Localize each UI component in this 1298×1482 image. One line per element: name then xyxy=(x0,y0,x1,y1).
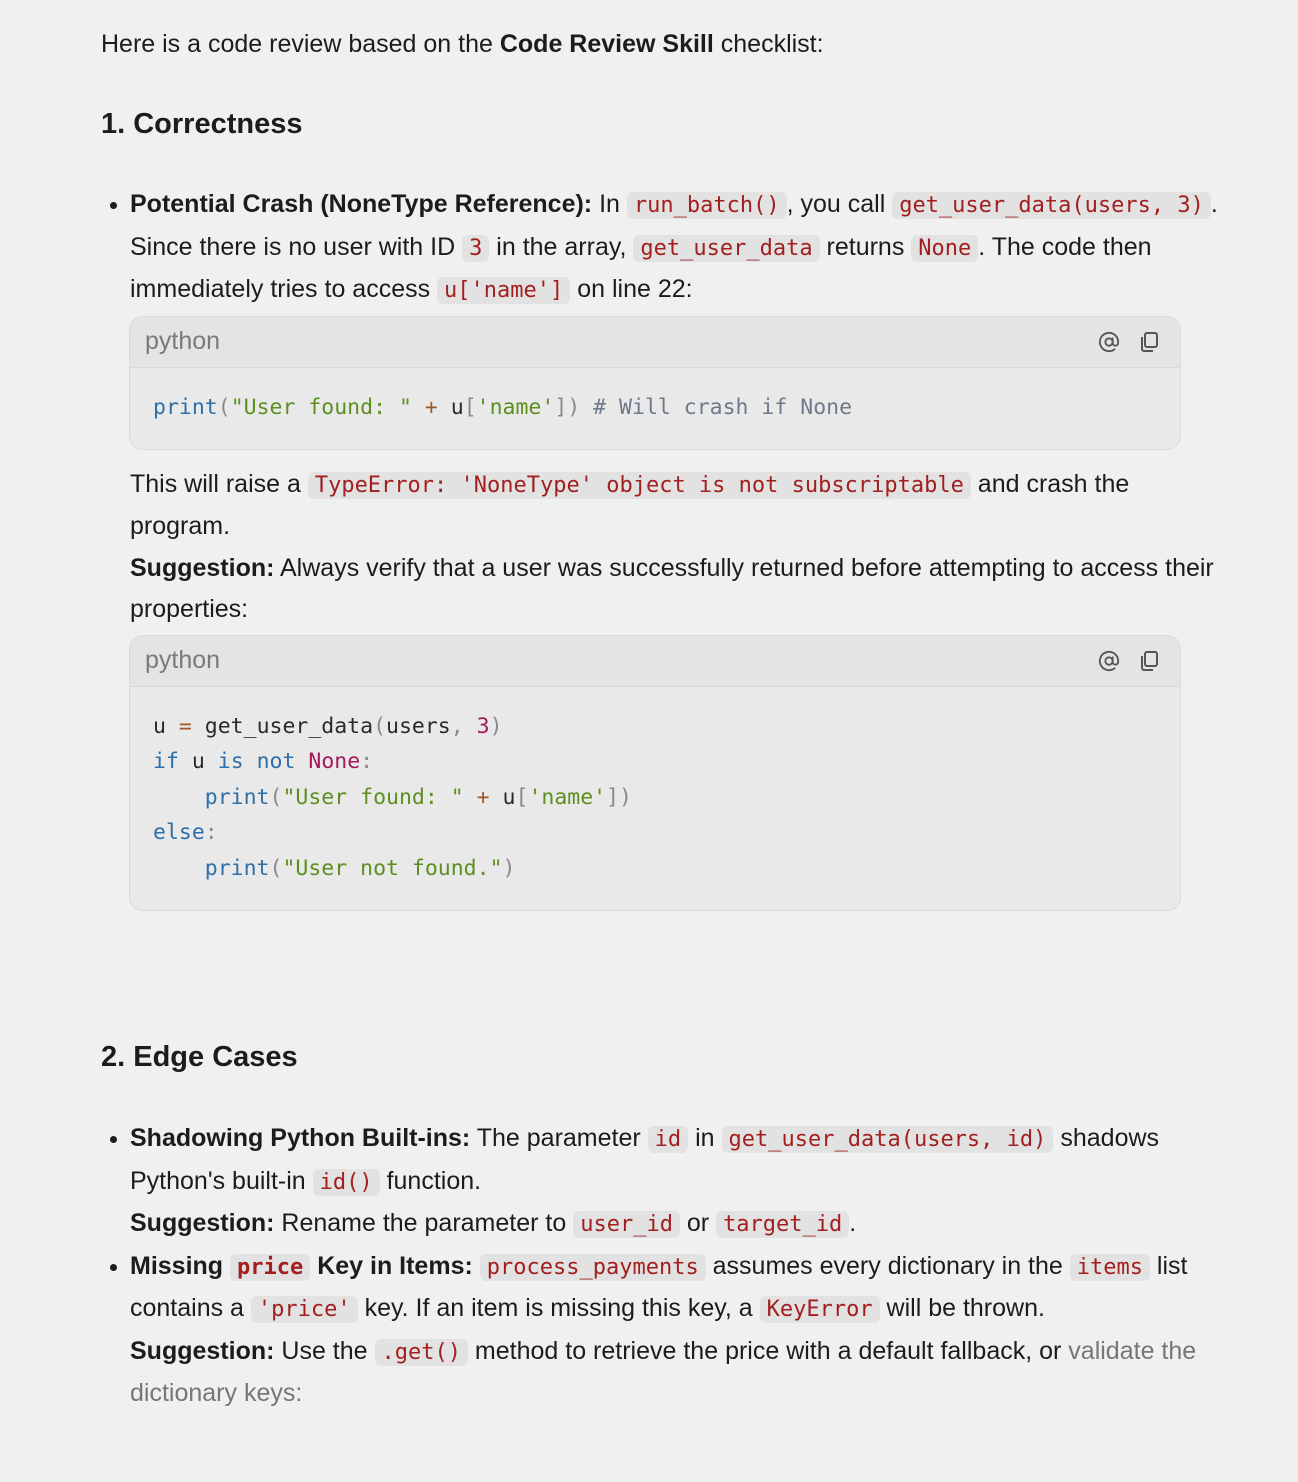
list-item-shadowing-builtins: • Shadowing Python Built-ins: The parameter id in get_user_data(users, id) shadows Python's built-in id() function. Suggestion: Rename the parameter to user_id or target_id . xyxy=(130,1118,1220,1246)
raise-explanation: This will raise a TypeError: 'NoneType' object is not subscriptable and crash the program. xyxy=(130,469,1130,541)
suggestion-text: Suggestion: Always verify that a user was successfully returned before attempting to access their properties: xyxy=(130,553,1214,624)
code-language-label: python xyxy=(145,326,221,355)
edge-cases-list xyxy=(101,1118,1220,1415)
section-heading-edge-cases: 2. Edge Cases xyxy=(101,1041,298,1073)
copy-icon[interactable] xyxy=(1136,329,1162,355)
at-sign-icon[interactable] xyxy=(1096,648,1122,674)
section-heading-correctness: 1. Correctness xyxy=(101,108,303,140)
code-block-crash-line xyxy=(129,316,1181,450)
code-block-actions xyxy=(1096,648,1162,674)
code-block-suggestion xyxy=(129,635,1181,911)
list-item-missing-price-key: • Missing price Key in Items: process_payments assumes every dictionary in the items list contains a 'price' key. If an item is missing this key, a KeyError will be thrown. Suggestion: Use the .get() method to retrieve the price with a default fallback, or validate the dictionary keys: xyxy=(130,1246,1220,1415)
suggestion-text: Suggestion: Rename the parameter to user_id or target_id . xyxy=(130,1209,857,1237)
code-content: u = get_user_data(users, 3) if u is not None: print("User found: " + u['name']) else: print("User not found.") xyxy=(153,713,632,881)
code-block-actions xyxy=(1096,329,1162,355)
copy-icon[interactable] xyxy=(1136,648,1162,674)
list-item-potential-crash: • Potential Crash (NoneType Reference): In run_batch() , you call get_user_data(users, 3) . Since there is no user with ID 3 in the array, get_user_data returns None . The code then immediately tries to access u['name'] on line 22: python print("User found: " + u['name']) # Will crash if None This will raise a TypeError: 'NoneType' object is not subscriptable and crash the program. Suggestion: Always verify that a user was successfully returned before attempting to access their properties: python u = get_user_data(users, 3) if u is not None: print("User found: " + u['name']) else: print("User not found.") xyxy=(130,184,1220,911)
correctness-list xyxy=(101,184,1220,925)
skill-name: Code Review Skill xyxy=(499,30,714,58)
at-sign-icon[interactable] xyxy=(1096,329,1122,355)
suggestion-text: Suggestion: Use the .get() method to retrieve the price with a default fallback, or validate the dictionary keys: xyxy=(130,1336,1197,1407)
intro-text: Here is a code review based on the Code Review Skill checklist: xyxy=(101,30,824,58)
code-block-header xyxy=(130,317,1180,368)
code-block-header xyxy=(130,636,1180,687)
code-content: print("User found: " + u['name']) # Will crash if None xyxy=(153,394,853,420)
code-language-label: python xyxy=(145,646,221,675)
